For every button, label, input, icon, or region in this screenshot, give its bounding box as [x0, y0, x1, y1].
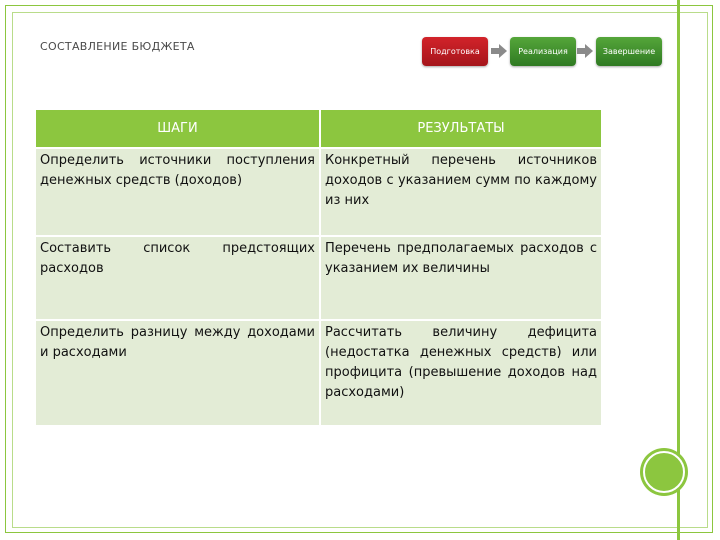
column-header-steps: ШАГИ	[36, 110, 320, 148]
table-row	[36, 148, 601, 236]
arrow-right-icon	[577, 44, 593, 58]
table-row	[36, 320, 601, 425]
result-cell: Рассчитать величину дефицита (недостатка денежных средств) или профицита (превышение доходов над расходами)	[320, 320, 601, 425]
step-preparation-button[interactable]: Подготовка	[422, 37, 488, 66]
arrow-right-icon	[491, 44, 507, 58]
result-cell: Перечень предполагаемых расходов с указанием их величины	[320, 236, 601, 320]
step-cell: Составить список предстоящих расходов	[36, 236, 320, 320]
budget-steps-table	[36, 110, 601, 425]
step-cell: Определить источники поступления денежных средств (доходов)	[36, 148, 320, 236]
result-cell: Конкретный перечень источников доходов с указанием сумм по каждому из них	[320, 148, 601, 236]
decorative-circle	[640, 448, 688, 496]
step-implementation-button[interactable]: Реализация	[510, 37, 576, 66]
table-row	[36, 236, 601, 320]
table-header-row	[36, 110, 601, 148]
column-header-results: РЕЗУЛЬТАТЫ	[320, 110, 601, 148]
step-cell: Определить разницу между доходами и расходами	[36, 320, 320, 425]
step-completion-button[interactable]: Завершение	[596, 37, 662, 66]
slide-title: СОСТАВЛЕНИЕ БЮДЖЕТА	[40, 40, 195, 53]
